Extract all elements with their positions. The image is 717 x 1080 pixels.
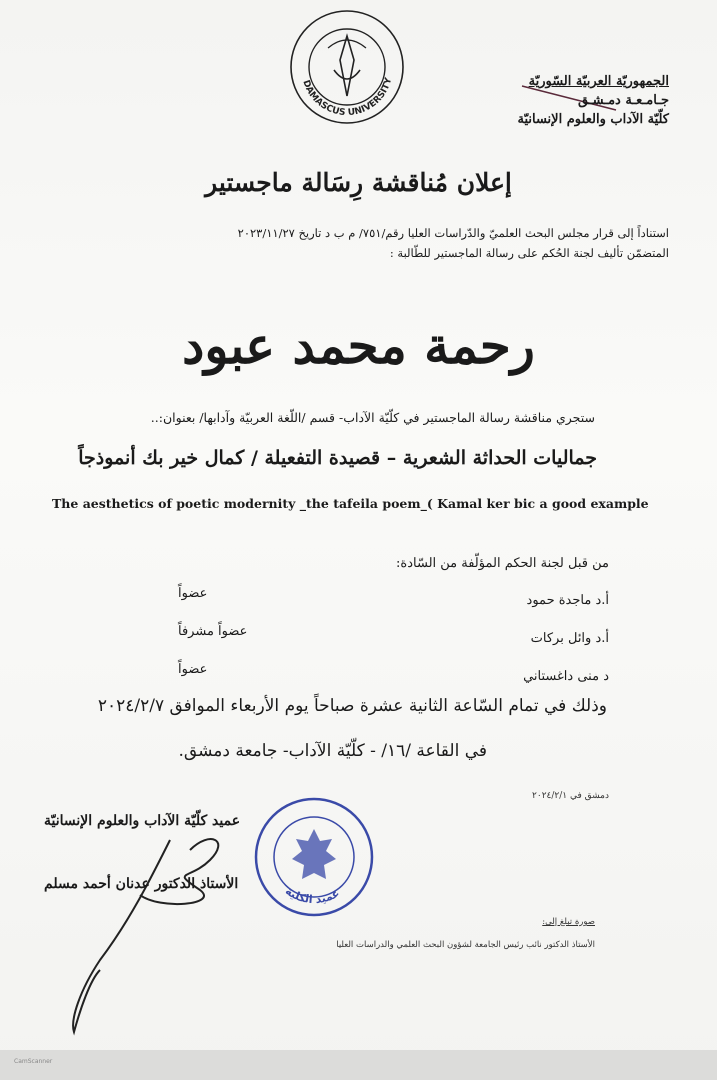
stamp-text: عميد الكلية — [282, 884, 342, 907]
university-logo — [288, 8, 406, 126]
committee-member-name: أ.د ماجدة حمود — [526, 593, 609, 608]
svg-text:عميد الكلية — [283, 884, 342, 906]
reference-line-2: المتضمّن تأليف لجنة الحُكم على رسالة الماجستير للطّالبة : — [389, 246, 669, 260]
logo-text: DAMASCUS UNIVERSITY — [300, 76, 395, 119]
reference-line-1: استناداً إلى قرار مجلس البحث العلميّ والدّراسات العليا رقم/٧٥١/ م ب د تاريخ ٢٠٢٣/١١/٢٧ — [237, 226, 669, 240]
committee-member-role: عضواً — [178, 662, 208, 677]
scan-footer-bar — [0, 1050, 717, 1080]
scanner-watermark: CamScanner — [14, 1058, 53, 1065]
committee-member-role: عضواً — [178, 586, 208, 601]
university-name: جـامـعـة دمـشـق — [578, 93, 669, 108]
thesis-intro: ستجري مناقشة رسالة الماجستير في كلّيّة الآداب- قسم /اللّغة العربيّة وآدابها/ بعنوان:.. — [150, 410, 595, 425]
defense-hall: في القاعة /١٦/ - كلّيّة الآداب- جامعة دمشق. — [178, 741, 487, 761]
defense-datetime: وذلك في تمام السّاعة الثانية عشرة صباحاً يوم الأربعاء الموافق ٢٠٢٤/٢/٧ — [97, 696, 607, 716]
committee-intro: من قبل لجنة الحكم المؤلّفة من السّادة: — [396, 556, 609, 571]
copy-recipient: الأستاذ الدكتور نائب رئيس الجامعة لشؤون البحث العلمي والدراسات العليا — [336, 940, 595, 950]
reference-paragraph — [29, 223, 669, 263]
student-name: رحمة محمد عبود — [182, 316, 535, 375]
committee-member-name: أ.د وائل بركات — [530, 631, 609, 646]
header-block — [449, 72, 669, 129]
thesis-title-english: The aesthetics of poetic modernity _the tafeila poem_( Kamal ker bic a good example — [52, 496, 649, 511]
republic-name: الجمهوريّة العربيّة السّوريّة — [528, 74, 669, 89]
faculty-name: كلّيّة الآداب والعلوم الإنسانيّة — [517, 112, 669, 127]
announcement-title: إعلان مُناقشة رِسَالة ماجستير — [205, 168, 512, 197]
issue-date: دمشق في ٢٠٢٤/٢/١ — [532, 791, 609, 801]
faculty-stamp — [252, 795, 376, 919]
thesis-title-arabic: جماليات الحداثة الشعرية – قصيدة التفعيلة / كمال خير بك أنموذجاً — [78, 447, 597, 469]
dean-name: الأستاذ الدكتور عدنان أحمد مسلم — [44, 876, 239, 892]
dean-signature — [40, 820, 270, 1040]
copy-label: صورة تبلغ إلى: — [542, 917, 595, 927]
committee-member-role: عضواً مشرفاً — [178, 624, 248, 639]
dean-title: عميد كلّيّة الآداب والعلوم الإنسانيّة — [44, 813, 241, 829]
committee-member-name: د منى داغستاني — [523, 669, 609, 684]
